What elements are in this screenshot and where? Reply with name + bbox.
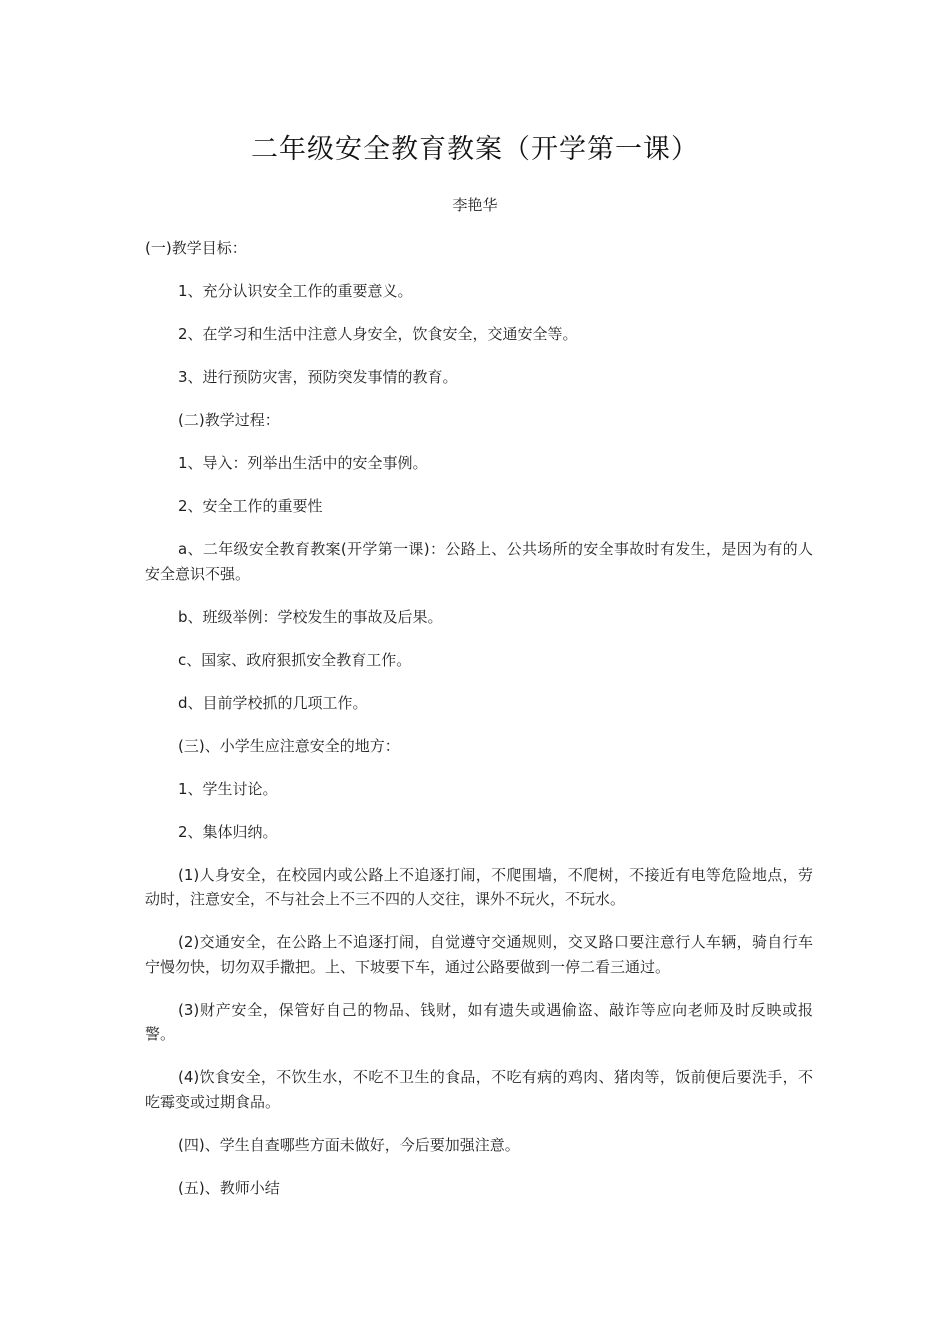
- paragraph-traffic-safety: (2)交通安全，在公路上不追逐打闹，自觉遵守交通规则，交叉路口要注意行人车辆，骑自行车宁慢勿快，切勿双手撒把。上、下坡要下车，通过公路要做到一停二看三通过。: [145, 933, 813, 976]
- paragraph-teaching-process-heading: (二)教学过程：: [178, 411, 280, 429]
- paragraph-process-1: 1、导入：列举出生活中的安全事例。: [178, 454, 428, 472]
- paragraph-teacher-summary: (五)、教师小结: [178, 1178, 280, 1197]
- paragraph-self-check: (四)、学生自查哪些方面未做好，今后要加强注意。: [178, 1135, 520, 1154]
- paragraph-personal-safety: (1)人身安全，在校园内或公路上不追逐打闹，不爬围墙，不爬树，不接近有电等危险地点，劳动时，注意安全，不与社会上不三不四的人交往，课外不玩火，不玩水。: [145, 865, 813, 908]
- paragraph-safety-places-heading: (三)、小学生应注意安全的地方：: [178, 736, 400, 755]
- paragraph-process-2: 2、安全工作的重要性: [178, 497, 323, 515]
- paragraph-summary: 2、集体归纳。: [178, 822, 278, 841]
- paragraph-item-a: a、二年级安全教育教案(开学第一课)：公路上、公共场所的安全事故时有发生，是因为有的人安全意识不强。: [145, 540, 813, 583]
- paragraph-teaching-goals-heading: (一)教学目标：: [145, 239, 247, 257]
- paragraph-item-d: d、目前学校抓的几项工作。: [178, 693, 368, 712]
- paragraph-discussion: 1、学生讨论。: [178, 779, 278, 798]
- paragraph-food-safety: (4)饮食安全，不饮生水，不吃不卫生的食品，不吃有病的鸡肉、猪肉等，饭前便后要洗手，不吃霉变或过期食品。: [145, 1068, 813, 1111]
- paragraph-item-b: b、班级举例：学校发生的事故及后果。: [178, 607, 443, 626]
- paragraph-goal-1: 1、充分认识安全工作的重要意义。: [178, 282, 413, 300]
- document-title: 二年级安全教育教案（开学第一课）: [251, 134, 699, 165]
- paragraph-goal-2: 2、在学习和生活中注意人身安全，饮食安全，交通安全等。: [178, 325, 578, 343]
- document-body: [145, 236, 813, 1219]
- document-author: 李艳华: [452, 196, 498, 214]
- paragraph-property-safety: (3)财产安全，保管好自己的物品、钱财，如有遗失或遇偷盗、敲诈等应向老师及时反映或报警。: [145, 1000, 813, 1043]
- paragraph-goal-3: 3、进行预防灾害，预防突发事情的教育。: [178, 368, 458, 386]
- paragraph-item-c: c、国家、政府狠抓安全教育工作。: [178, 650, 412, 669]
